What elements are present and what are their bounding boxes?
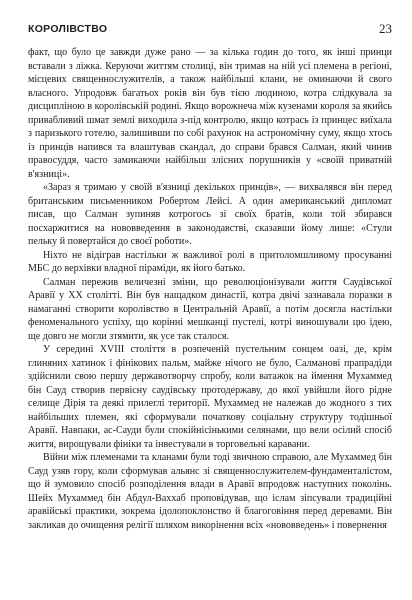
page-body <box>28 46 392 532</box>
running-head: КОРОЛІВСТВО <box>28 23 108 35</box>
page-number: 23 <box>379 21 392 36</box>
paragraph-1: факт, що було це завжди дуже рано — за кілька годин до того, як інші принци вставали з ліжка. Керуючи життям столиці, він тримав на ній усі племена в регіоні, місцевих священнослужителів, а також найбільші клани, не оминаючи й свого власного. Упродовж багатьох років він був тією людиною, котра слідкувала за дисципліною в королівській родині. Якщо ворожнеча між кузенами короля за якийсь привабливий шмат землі виходила з-під контролю, якщо котрась із принцес виїхала з паризького готелю, залишивши по собі рахунок на астрономічну суму, якщо хтось із принців напився та влаштував скандал, до справи брався Салман, який чинив правосуддя, часто замикаючи найбільш злісних порушників у «своїй приватній в'язниці». <box>28 47 392 180</box>
paragraph-3: Ніхто не відіграв настільки ж важливої ролі в притоломшливому просуванні МБС до верхівки владної піраміди, як його батько. <box>28 249 392 274</box>
page-header <box>28 23 392 37</box>
paragraph-6: Війни між племенами та кланами були тоді звичною справою, але Мухаммед бін Сауд узяв гору, коли сформував альянс зі священнослужителем-фундаменталістом, що й зумовило спосіб розподілення влади в Аравії впродовж наступних поколінь. Шейх Мухаммед бін Абдул-Ваххаб проповідував, що іслам зіпсували традиційні аравійські практики, зокрема ідолопоклонство й благоговіння перед деревами. Він закликав до очищення релігії шляхом викорінення всіх «нововведень» і повернення <box>28 452 392 531</box>
paragraph-4: Салман пережив величезні зміни, що революціонізували життя Саудівської Аравії у XX столітті. Він був нащадком династії, котра двічі зазнавала поразки в намаганні створити королівство в Центральній Аравії, а потім досягла настільки феноменального успіху, що корінні мешканці пустелі, котрі виношували цю ідею, ще довго не могли зтямити, як усе так сталося. <box>28 276 392 342</box>
paragraph-2: «Зараз я тримаю у своїй в'язниці декількох принців», — вихвалявся він перед британським письменником Робертом Лейсі. А один американський дипломат писав, що Салман зупиняв котрогось зі своїх братів, коли той збирався посхаржитися на нововведення в законодавстві, сказавши йому лише: «Стули пельку й повертайся до своєї роботи». <box>28 182 392 247</box>
paragraph-5: У середині XVIII століття в розпеченій пустельним сонцем оазі, де, крім глиняних хатинок і фінікових пальм, майже нічого не було, Салманові прапрадіди здійснили свою першу державотворчу спробу, коли ватажок на ймення Мухаммед бін Сауд створив первісну саудівську протодержаву, до якої увійшли його рідне селище Дірія та деякі прилеглі території. Мухаммед не належав до жодного з тих найбільших племен, які сформували початкову соціальну структуру тодішньої Аравії. Навпаки, ас-Сауди були спокійнісінькими селянами, що вели осілий спосіб життя, вирощували фініки та інвестували в торговельні каравани. <box>28 344 392 450</box>
